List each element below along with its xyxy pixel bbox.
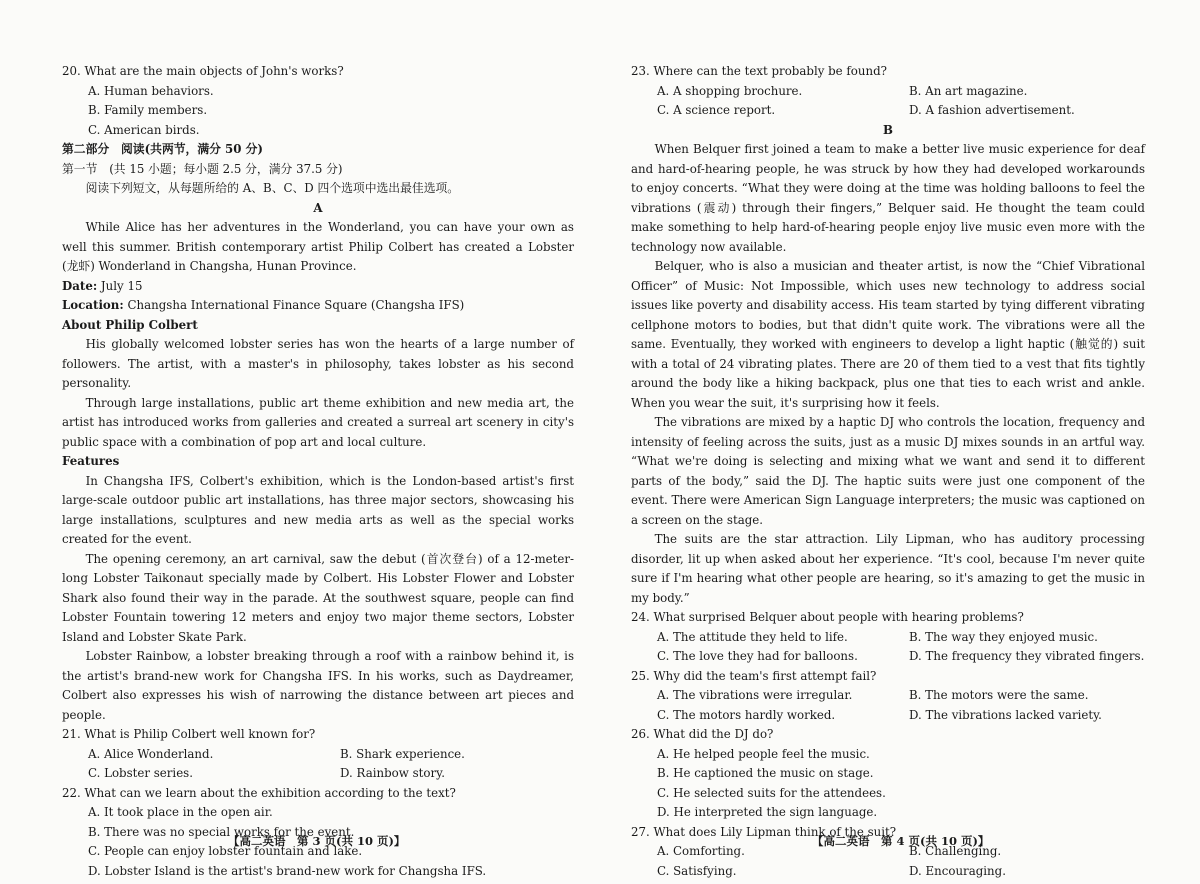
q21-option-c: C. Lobster series. [88, 766, 193, 780]
location-line [62, 296, 574, 316]
q24-option-a: A. The attitude they held to life. [657, 629, 848, 644]
section1-title: 第一节 (共 15 小题；每小题 2.5 分，满分 37.5 分) [62, 161, 343, 176]
q21-options [62, 745, 574, 784]
passage-b-paragraph-2: Belquer, who is also a musician and theater artist, is now the “Chief Vibrational Officer” of Music: Not Impossible, which uses new technology to address social issues like poverty and disability access. His team started by tying different vibrating cellphone motors to bodies, but that didn't quite work. The vibrations were all the same. Eventually, they worked with engineers to develop a light haptic (触觉的) suit with a total of 24 vibrating plates. There are 20 of them tied to a vest that fits tightly around the body like a hiking backpack, plus one that ties to each wrist and ankle. When you wear the suit, it's surprising how it feels. [631, 259, 1145, 410]
q23-stem: 23. Where can the text probably be found? [631, 64, 887, 78]
q24-options [631, 628, 1145, 667]
about-heading: About Philip Colbert [62, 317, 198, 332]
q23-option-a: A. A shopping brochure. [657, 83, 803, 98]
q25-option-d: D. The vibrations lacked variety. [909, 707, 1102, 722]
q27-option-d: D. Encouraging. [909, 863, 1006, 878]
location-label: Location: [62, 298, 124, 312]
page-footer-right: 【高二英语 第 4 页(共 10 页)】 [812, 834, 990, 848]
reading-instruction: 阅读下列短文，从每题所给的 A、B、C、D 四个选项中选出最佳选项。 [85, 181, 460, 195]
page-footer-left: 【高二英语 第 3 页(共 10 页)】 [228, 834, 406, 848]
features-paragraph-2: The opening ceremony, an art carnival, saw the debut (首次登台) of a 12-meter-long Lobster Taikonaut specially made by Colbert. His Lobster Flower and Lobster Shark also found their way in the parade. At the southwest square, people can find Lobster Fountain towering 12 meters and enjoy two major theme sectors, Lobster Island and Lobster Skate Park. [62, 551, 574, 644]
q25-option-a: A. The vibrations were irregular. [657, 688, 853, 702]
q27-option-b: B. Challenging. [909, 844, 1002, 858]
q20-option-b: B. Family members. [88, 103, 208, 117]
q21-option-b: B. Shark experience. [340, 746, 465, 761]
left-column [62, 62, 574, 881]
q20-option-a: A. Human behaviors. [88, 83, 214, 98]
q23-option-b: B. An art magazine. [909, 83, 1028, 98]
passage-a-intro: While Alice has her adventures in the Wonderland, you can have your own as well this summer. British contemporary artist Philip Colbert has created a Lobster (龙虾) Wonderland in Changsha, Hunan Province. [62, 220, 574, 273]
q22-option-c: C. People can enjoy lobster fountain and lake. [88, 844, 363, 858]
about-paragraph-1: His globally welcomed lobster series has won the hearts of a large number of followers. The artist, with a master's in philosophy, takes lobster as his second personality. [62, 337, 574, 390]
q27-option-a: A. Comforting. [657, 844, 745, 858]
features-heading: Features [62, 454, 120, 468]
q20-stem: 20. What are the main objects of John's works? [62, 64, 344, 78]
date-label: Date: [62, 278, 98, 293]
q20-option-c: C. American birds. [88, 122, 200, 137]
part2-title: 第二部分 阅读(共两节，满分 50 分) [62, 142, 263, 156]
passage-b-paragraph-4: The suits are the star attraction. Lily Lipman, who has auditory processing disorder, lit up when asked about her experience. “It's cool, because I'm never quite sure if I'm hearing what other people are hearing, so it's amazing to get the music in my body.” [631, 532, 1145, 605]
location-value: Changsha International Finance Square (Changsha IFS) [123, 298, 465, 312]
q27-stem: 27. What does Lily Lipman think of the suit? [631, 824, 897, 839]
about-paragraph-2: Through large installations, public art theme exhibition and new media art, the artist has introduced works from galleries and created a surreal art scenery in city's public space with a combination of pop art and local culture. [62, 395, 574, 449]
passage-b-paragraph-3: The vibrations are mixed by a haptic DJ who controls the location, frequency and intensity of feeling across the suits, just as a music DJ mixes sounds in an artful way. “What we're doing is selecting and mixing what we want and send it to different parts of the body,” said the DJ. The haptic suits were just one component of the event. There were American Sign Language interpreters; the music was captioned on a screen on the stage. [631, 415, 1145, 527]
q26-stem: 26. What did the DJ do? [631, 727, 774, 741]
features-paragraph-1: In Changsha IFS, Colbert's exhibition, which is the London-based artist's first large-scale outdoor public art installations, has three major sectors, showcasing his large installations, sculptures and new media arts as well as the special works created for the event. [62, 473, 574, 546]
q22-option-d: D. Lobster Island is the artist's brand-new work for Changsha IFS. [88, 863, 487, 878]
q24-option-c: C. The love they had for balloons. [657, 649, 858, 663]
date-line [62, 277, 574, 297]
q25-stem: 25. Why did the team's first attempt fail? [631, 668, 877, 683]
q21-stem: 21. What is Philip Colbert well known for? [62, 727, 316, 741]
q26-option-c: C. He selected suits for the attendees. [657, 785, 886, 800]
q23-option-d: D. A fashion advertisement. [909, 103, 1075, 117]
q24-option-d: D. The frequency they vibrated fingers. [909, 649, 1145, 663]
q27-option-c: C. Satisfying. [657, 863, 737, 878]
right-column [631, 62, 1145, 881]
q22-option-a: A. It took place in the open air. [88, 805, 273, 819]
passage-a-label: A [313, 200, 323, 215]
q22-stem: 22. What can we learn about the exhibition according to the text? [62, 785, 456, 800]
q24-option-b: B. The way they enjoyed music. [909, 629, 1098, 644]
q21-option-a: A. Alice Wonderland. [88, 746, 214, 761]
q25-option-b: B. The motors were the same. [909, 688, 1089, 702]
q26-option-a: A. He helped people feel the music. [657, 746, 870, 761]
features-paragraph-3: Lobster Rainbow, a lobster breaking through a roof with a rainbow behind it, is the artist's brand-new work for Changsha IFS. In his works, such as Daydreamer, Colbert also expresses his wish of narrowing the distance between art pieces and people. [62, 649, 574, 722]
q26-option-d: D. He interpreted the sign language. [657, 805, 878, 819]
passage-b-label: B [883, 122, 893, 137]
q25-option-c: C. The motors hardly worked. [657, 707, 836, 722]
date-value: July 15 [97, 278, 143, 293]
q23-option-c: C. A science report. [657, 103, 776, 117]
q25-options [631, 686, 1145, 725]
q24-stem: 24. What surprised Belquer about people with hearing problems? [631, 610, 1024, 624]
q26-option-b: B. He captioned the music on stage. [657, 766, 874, 780]
q21-option-d: D. Rainbow story. [340, 766, 445, 780]
q22-option-b: B. There was no special works for the event. [88, 824, 355, 839]
q23-options [631, 82, 1145, 121]
passage-b-paragraph-1: When Belquer first joined a team to make a better live music experience for deaf and hard-of-hearing people, he was struck by how they had developed workarounds to enjoy concerts. “What they were doing at the time was holding balloons to feel the vibrations (震动) through their fingers,” Belquer said. He thought the team could make something to help hard-of-hearing people enjoy live music even more with the technology now available. [631, 142, 1145, 254]
